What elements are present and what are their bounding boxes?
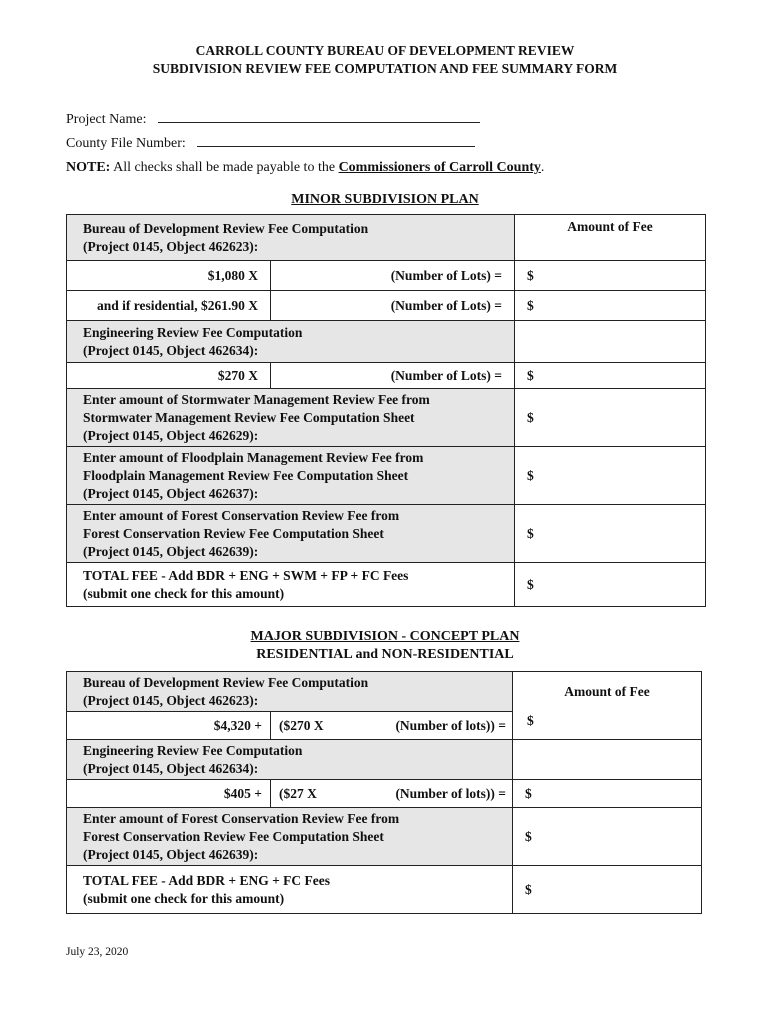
major-bdr-title-2: (Project 0145, Object 462623): bbox=[83, 692, 259, 708]
title-line-2: SUBDIVISION REVIEW FEE COMPUTATION AND FEE SUMMARY FORM bbox=[152, 61, 618, 76]
title-line-1: CARROLL COUNTY BUREAU OF DEVELOPMENT REVIEW bbox=[195, 43, 575, 58]
note-payee: Commissioners of Carroll County bbox=[338, 160, 541, 175]
project-name-input[interactable] bbox=[158, 109, 480, 123]
project-name-field bbox=[66, 109, 480, 128]
minor-row2-rate: and if residential, $261.90 X bbox=[67, 291, 271, 321]
minor-fc-line-2: Forest Conservation Review Fee Computation Sheet bbox=[83, 525, 384, 541]
minor-bdr-title bbox=[67, 215, 515, 261]
major-row1-calc bbox=[271, 712, 513, 740]
note-text: All checks shall be made payable to the bbox=[113, 160, 336, 175]
minor-eng-title bbox=[67, 321, 515, 363]
minor-row1-lots[interactable]: (Number of Lots) = bbox=[271, 261, 515, 291]
major-row1-lots[interactable]: (Number of lots)) = bbox=[395, 717, 506, 733]
project-name-label: Project Name: bbox=[66, 112, 147, 127]
minor-row2-amount[interactable]: $ bbox=[515, 291, 706, 321]
major-bdr-header-row bbox=[67, 672, 702, 712]
minor-row-residential bbox=[67, 291, 706, 321]
minor-total-line-1: TOTAL FEE - Add BDR + ENG + SWM + FP + FC Fees bbox=[83, 567, 409, 583]
minor-row3-amount[interactable]: $ bbox=[515, 363, 706, 389]
minor-fc-text bbox=[67, 505, 515, 563]
major-eng-amount-blank bbox=[513, 740, 702, 780]
minor-fp-line-2: Floodplain Management Review Fee Computation Sheet bbox=[83, 467, 409, 483]
minor-fp-text bbox=[67, 447, 515, 505]
major-fee-table bbox=[66, 671, 702, 914]
minor-total-amount[interactable]: $ bbox=[515, 563, 706, 607]
minor-row2-lots[interactable]: (Number of Lots) = bbox=[271, 291, 515, 321]
minor-row-eng bbox=[67, 363, 706, 389]
major-row1-amount[interactable]: $ bbox=[527, 713, 534, 728]
major-fc-line-2: Forest Conservation Review Fee Computation Sheet bbox=[83, 828, 384, 844]
minor-fp-line-3: (Project 0145, Object 462637): bbox=[83, 485, 259, 501]
major-fc-amount[interactable]: $ bbox=[513, 808, 702, 866]
form-title bbox=[0, 42, 770, 78]
major-eng-title-2: (Project 0145, Object 462634): bbox=[83, 760, 259, 776]
minor-swm-amount[interactable]: $ bbox=[515, 389, 706, 447]
major-row1-base: $4,320 + bbox=[67, 712, 271, 740]
minor-bdr-title-2: (Project 0145, Object 462623): bbox=[83, 238, 259, 254]
minor-eng-title-2: (Project 0145, Object 462634): bbox=[83, 342, 259, 358]
minor-eng-amount-blank bbox=[515, 321, 706, 363]
minor-total-row bbox=[67, 563, 706, 607]
minor-fp-line-1: Enter amount of Floodplain Management Review Fee from bbox=[83, 449, 424, 465]
minor-heading: MINOR SUBDIVISION PLAN bbox=[291, 192, 479, 207]
county-file-field bbox=[66, 133, 475, 152]
major-row2-calc bbox=[271, 780, 513, 808]
major-amount-header-text: Amount of Fee bbox=[564, 683, 650, 699]
major-total-text bbox=[67, 866, 513, 914]
minor-fp-row bbox=[67, 447, 706, 505]
major-row2-amount[interactable]: $ bbox=[513, 780, 702, 808]
major-row1-rate: ($270 X bbox=[279, 717, 324, 733]
major-row-eng bbox=[67, 780, 702, 808]
minor-row1-rate: $1,080 X bbox=[67, 261, 271, 291]
minor-bdr-header-row bbox=[67, 215, 706, 261]
note-end: . bbox=[540, 160, 545, 175]
major-bdr-title bbox=[67, 672, 513, 712]
major-fc-text bbox=[67, 808, 513, 866]
county-file-label: County File Number: bbox=[66, 136, 186, 151]
major-fc-row bbox=[67, 808, 702, 866]
minor-total-line-2: (submit one check for this amount) bbox=[83, 585, 285, 601]
minor-fc-amount[interactable]: $ bbox=[515, 505, 706, 563]
major-fc-line-1: Enter amount of Forest Conservation Review Fee from bbox=[83, 810, 400, 826]
footer-date: July 23, 2020 bbox=[66, 946, 129, 958]
major-heading bbox=[0, 628, 770, 664]
major-amount-header bbox=[513, 672, 702, 740]
major-total-amount[interactable]: $ bbox=[513, 866, 702, 914]
major-row2-rate: ($27 X bbox=[279, 785, 317, 801]
note-label: NOTE: bbox=[66, 160, 111, 175]
major-total-row bbox=[67, 866, 702, 914]
major-eng-title bbox=[67, 740, 513, 780]
minor-eng-header-row bbox=[67, 321, 706, 363]
minor-fc-row bbox=[67, 505, 706, 563]
minor-swm-line-3: (Project 0145, Object 462629): bbox=[83, 427, 259, 443]
minor-total-text bbox=[67, 563, 515, 607]
minor-swm-text bbox=[67, 389, 515, 447]
major-total-line-1: TOTAL FEE - Add BDR + ENG + FC Fees bbox=[83, 872, 331, 888]
minor-fee-table bbox=[66, 214, 706, 607]
major-eng-header-row bbox=[67, 740, 702, 780]
major-eng-title-1: Engineering Review Fee Computation bbox=[83, 742, 303, 758]
major-heading-2: RESIDENTIAL and NON-RESIDENTIAL bbox=[256, 647, 514, 662]
minor-fc-line-1: Enter amount of Forest Conservation Review Fee from bbox=[83, 507, 400, 523]
minor-row-lots bbox=[67, 261, 706, 291]
minor-bdr-title-1: Bureau of Development Review Fee Computation bbox=[83, 220, 369, 236]
minor-eng-title-1: Engineering Review Fee Computation bbox=[83, 324, 303, 340]
minor-swm-line-1: Enter amount of Stormwater Management Review Fee from bbox=[83, 391, 430, 407]
major-fc-line-3: (Project 0145, Object 462639): bbox=[83, 846, 259, 862]
major-total-line-2: (submit one check for this amount) bbox=[83, 890, 285, 906]
major-row2-base: $405 + bbox=[67, 780, 271, 808]
major-bdr-title-1: Bureau of Development Review Fee Computation bbox=[83, 674, 369, 690]
minor-amount-header: Amount of Fee bbox=[515, 215, 706, 261]
minor-row3-rate: $270 X bbox=[67, 363, 271, 389]
note-line bbox=[66, 160, 544, 176]
county-file-input[interactable] bbox=[197, 133, 475, 147]
minor-fc-line-3: (Project 0145, Object 462639): bbox=[83, 543, 259, 559]
minor-row3-lots[interactable]: (Number of Lots) = bbox=[271, 363, 515, 389]
major-heading-1: MAJOR SUBDIVISION - CONCEPT PLAN bbox=[250, 629, 520, 644]
major-row2-lots[interactable]: (Number of lots)) = bbox=[395, 785, 506, 801]
minor-swm-row bbox=[67, 389, 706, 447]
minor-row1-amount[interactable]: $ bbox=[515, 261, 706, 291]
minor-fp-amount[interactable]: $ bbox=[515, 447, 706, 505]
minor-swm-line-2: Stormwater Management Review Fee Computation Sheet bbox=[83, 409, 415, 425]
